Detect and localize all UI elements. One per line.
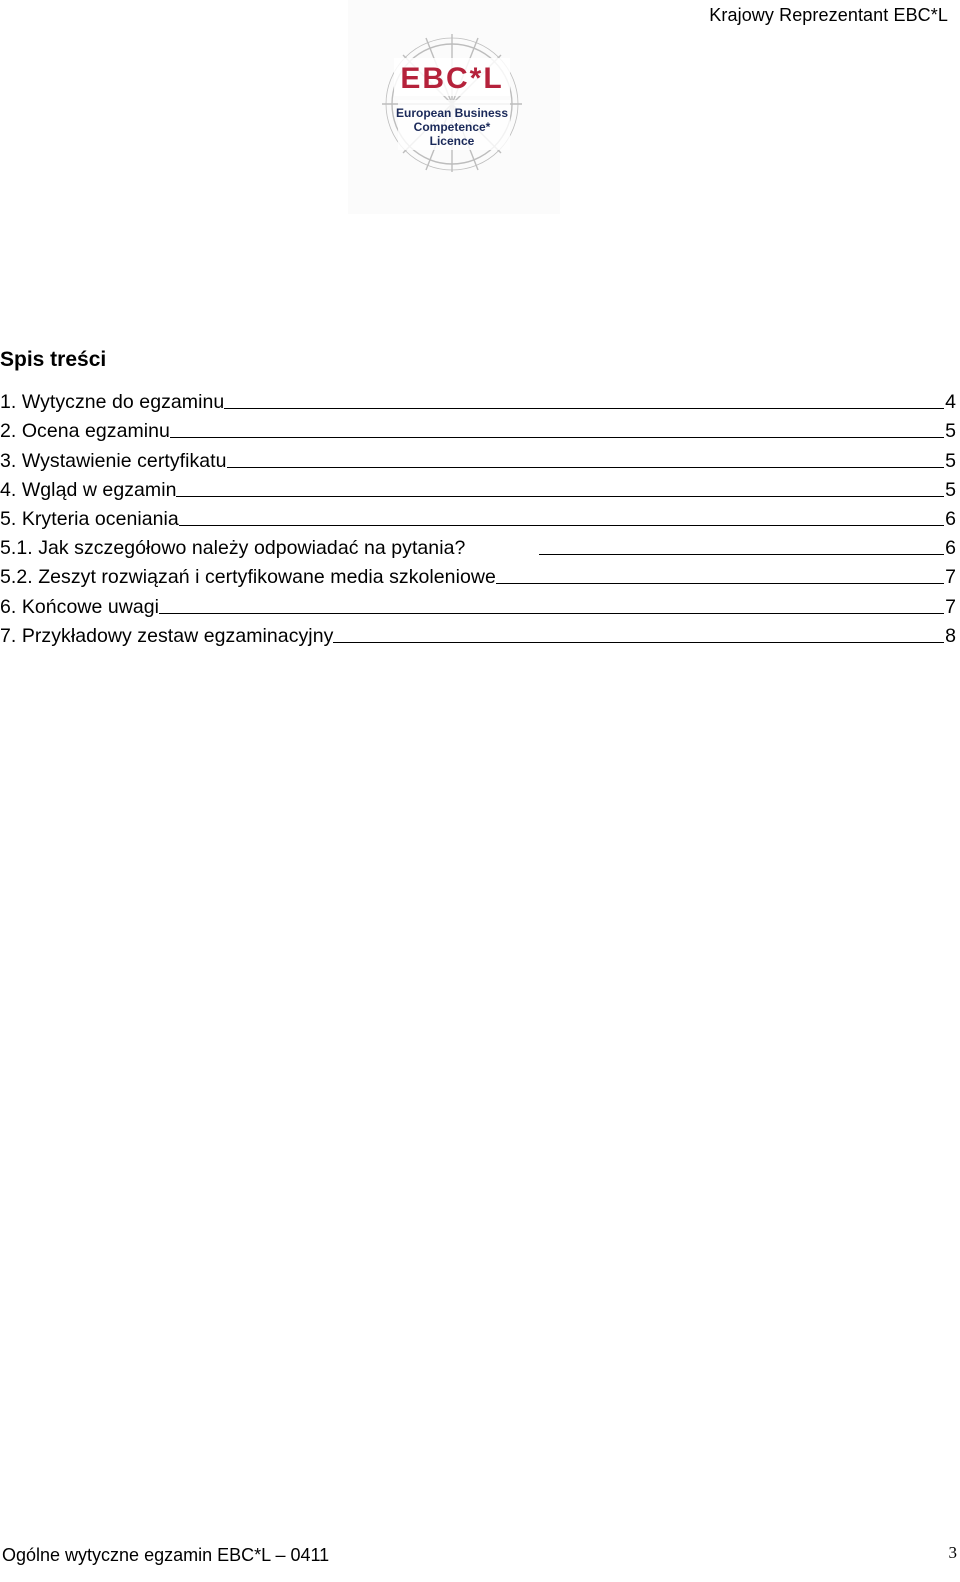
toc-leader-line (224, 407, 944, 409)
toc-entry-5[interactable] (0, 502, 956, 531)
logo-line3: Licence (429, 134, 475, 148)
toc-title: Spis treści (0, 348, 107, 371)
toc-entry-7[interactable] (0, 619, 956, 648)
toc-entry-page[interactable]: 4 (945, 391, 956, 414)
toc-entry-label[interactable]: 5.2. Zeszyt rozwiązań i certyfikowane media szkoleniowe (0, 566, 496, 589)
toc-leader-line (496, 582, 944, 584)
toc-leader-line (179, 524, 944, 526)
toc-entry-page[interactable]: 6 (945, 507, 956, 530)
header-representative: Krajowy Reprezentant EBC*L (709, 5, 948, 25)
toc-entry-3[interactable] (0, 443, 956, 472)
logo-brand: EBC*L (400, 62, 504, 95)
toc-leader-line (159, 612, 944, 614)
table-of-contents (0, 385, 956, 648)
toc-entry-4[interactable] (0, 473, 956, 502)
toc-entry-5-2[interactable] (0, 560, 956, 589)
footer-page-number: 3 (948, 1543, 957, 1562)
logo-line2: Competence* (413, 120, 491, 134)
toc-entry-5-1[interactable] (0, 531, 956, 560)
toc-entry-page[interactable]: 6 (945, 537, 956, 560)
toc-entry-2[interactable] (0, 414, 956, 443)
toc-entry-label[interactable]: 3. Wystawienie certyfikatu (0, 449, 227, 472)
toc-entry-page[interactable]: 5 (945, 478, 956, 501)
toc-entry-label[interactable]: 6. Końcowe uwagi (0, 595, 160, 618)
toc-leader-line (227, 466, 944, 468)
toc-entry-page[interactable]: 5 (945, 449, 956, 472)
footer-document-title: Ogólne wytyczne egzamin EBC*L – 0411 (2, 1545, 330, 1565)
toc-leader-line (333, 641, 944, 643)
toc-entry-label[interactable]: 5. Kryteria oceniania (0, 507, 179, 530)
toc-entry-page[interactable]: 8 (945, 624, 956, 647)
toc-entry-label[interactable]: 4. Wgląd w egzamin (0, 478, 177, 501)
ebcl-logo (348, 0, 560, 214)
logo-line1: European Business (395, 106, 509, 120)
toc-entry-label[interactable]: 2. Ocena egzaminu (0, 420, 170, 443)
toc-entry-1[interactable] (0, 385, 956, 414)
toc-entry-6[interactable] (0, 589, 956, 618)
toc-entry-page[interactable]: 7 (945, 595, 956, 618)
toc-entry-label[interactable]: 5.1. Jak szczegółowo należy odpowiadać na pytania? (0, 537, 466, 560)
toc-entry-label[interactable]: 1. Wytyczne do egzaminu (0, 391, 225, 414)
toc-leader-line (539, 553, 944, 555)
toc-leader-line (170, 436, 944, 438)
toc-leader-line (176, 495, 944, 497)
toc-entry-page[interactable]: 5 (945, 420, 956, 443)
toc-entry-page[interactable]: 7 (945, 566, 956, 589)
toc-entry-label[interactable]: 7. Przykładowy zestaw egzaminacyjny (0, 624, 334, 647)
